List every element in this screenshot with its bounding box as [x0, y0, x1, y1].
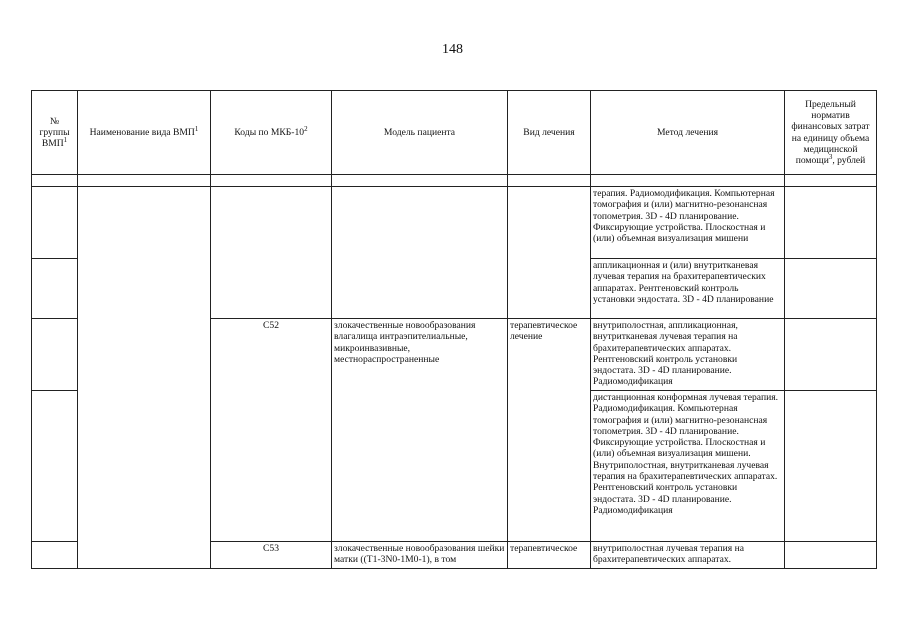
- patient-model-cell: злокачественные новообразования шейки матки ((T1-3N0-1M0-1), в том: [332, 542, 508, 569]
- header-group-number: № группы ВМП$^1$: [32, 91, 78, 175]
- spacer-cell: [32, 175, 78, 187]
- treatment-method-cell: внутриполостная лучевая терапия на брахитерапевтических аппаратах.: [591, 542, 785, 569]
- type-name-cell: [78, 187, 211, 569]
- group-number-cell: [32, 542, 78, 569]
- header-cost-norm: Предельный норматив финансовых затрат на единицу объема медицинской помощи$^3$, рублей: [785, 91, 877, 175]
- spacer-cell: [332, 175, 508, 187]
- table-row: [32, 187, 877, 259]
- treatment-method-cell: внутриполостная, аппликационная, внутритканевая лучевая терапия на брахитерапевтических аппаратах. Рентгеновский контроль установки эндостата. 3D - 4D планирование. Радиомодификация: [591, 319, 785, 391]
- icd-code-cell: C53: [211, 542, 332, 569]
- treatment-type-cell: [508, 187, 591, 319]
- spacer-cell: [785, 175, 877, 187]
- spacer-row: [32, 175, 877, 187]
- treatment-type-cell: терапевтическое: [508, 542, 591, 569]
- page-number: 148: [442, 42, 463, 57]
- spacer-cell: [591, 175, 785, 187]
- header-patient-model: Модель пациента: [332, 91, 508, 175]
- cost-norm-cell: [785, 391, 877, 542]
- group-number-cell: [32, 259, 78, 319]
- treatment-method-cell: аппликационная и (или) внутритканевая лучевая терапия на брахитерапевтических аппаратах. Рентгеновский контроль установки эндостата. 3D - 4D планирование: [591, 259, 785, 319]
- group-number-cell: [32, 187, 78, 259]
- header-row: [32, 91, 877, 175]
- treatment-type-cell: терапевтическое лечение: [508, 319, 591, 542]
- group-number-cell: [32, 391, 78, 542]
- cost-norm-cell: [785, 319, 877, 391]
- patient-model-cell: злокачественные новообразования влагалища интраэпителиальные, микроинвазивные, местнораспространенные: [332, 319, 508, 542]
- patient-model-cell: [332, 187, 508, 319]
- header-treatment-method: Метод лечения: [591, 91, 785, 175]
- cost-norm-cell: [785, 542, 877, 569]
- icd-code-cell: [211, 187, 332, 319]
- spacer-cell: [508, 175, 591, 187]
- cost-norm-cell: [785, 187, 877, 259]
- medical-care-table: [31, 90, 877, 569]
- header-type-name: Наименование вида ВМП$^1$: [78, 91, 211, 175]
- icd-code-cell: C52: [211, 319, 332, 542]
- spacer-cell: [211, 175, 332, 187]
- group-number-cell: [32, 319, 78, 391]
- cost-norm-cell: [785, 259, 877, 319]
- treatment-method-cell: дистанционная конформная лучевая терапия. Радиомодификация. Компьютерная томография и (или) магнитно-резонансная топометрия. 3D - 4D планирование. Фиксирующие устройства. Плоскостная и (или) объемная визуализация мишени. Внутриполостная, внутритканевая лучевая терапия на брахитерапевтических аппаратах. Рентгеновский контроль установки эндостата. 3D - 4D планирование. Радиомодификация: [591, 391, 785, 542]
- header-icd-codes: Коды по МКБ-$10^2$: [211, 91, 332, 175]
- header-treatment-type: Вид лечения: [508, 91, 591, 175]
- treatment-method-cell: терапия. Радиомодификация. Компьютерная томография и (или) магнитно-резонансная топометрия. 3D - 4D планирование. Фиксирующие устройства. Плоскостная и (или) объемная визуализация мишени: [591, 187, 785, 259]
- spacer-cell: [78, 175, 211, 187]
